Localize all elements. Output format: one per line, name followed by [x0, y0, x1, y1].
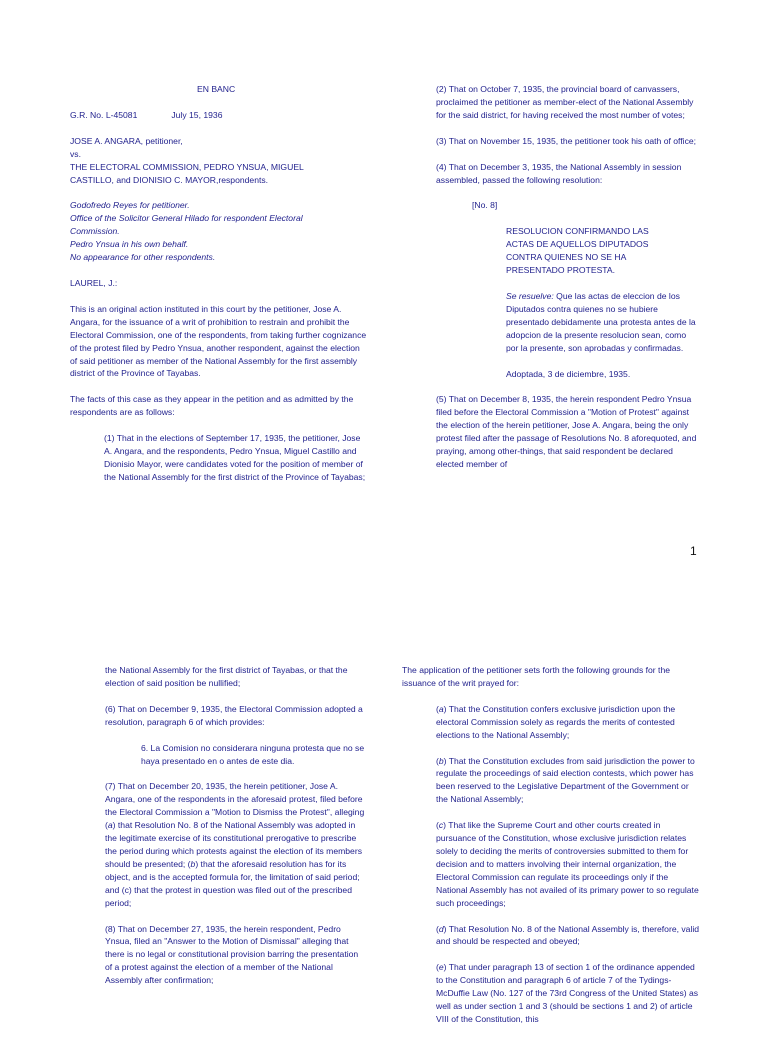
ground-c-text: ) That like the Supreme Court and other courts created in pursuance of the Constitution, whose exclusive jurisdiction relates solely to deciding the merits of controversies submitted to them for decision and to matters involving their internal organization, the Electoral Commission can regulate its proceedings only if the National Assembly has not availed of its primary power to so regulate such proceedings;: [436, 820, 699, 908]
fact-8-paragraph: (8) That on December 27, 1935, the herein respondent, Pedro Ynsua, filed an "Answer to the Motion of Dismissal" alleging that there is no legal or constitutional provision barring the presentation of a protest against the election of a member of the National Assembly after confirmation;: [105, 923, 359, 986]
fact-7-letter-a: a: [107, 820, 113, 831]
ground-b-text: ) That the Constitution excludes from said jurisdiction the power to regulate the proceedings of said election contests, which power has been reserved to the Legislative Department of the Government or the National Assembly;: [436, 755, 695, 805]
ground-e-text: ) That under paragraph 13 of section 1 of the ordinance appended to the Constitution and paragraph 6 of article 7 of the Tydings-McDuffie Law (No. 127 of the 73rd Congress of the United States) as well as under section 1 and 3 (should be sections 1 and 2) of article VIII of the Constitution, this: [436, 962, 699, 1024]
fact-6-paragraph: (6) That on December 9, 1935, the Electoral Commission adopted a resolution, paragraph 6 of which provides:: [105, 703, 363, 727]
case-number-line: [70, 109, 368, 122]
respondents-line-1: THE ELECTORAL COMMISSION, PEDRO YNSUA, MIGUEL: [70, 161, 304, 172]
ponente: LAUREL, J.:: [70, 277, 118, 288]
ground-b-letter: b: [438, 755, 444, 766]
fact-2-paragraph: (2) That on October 7, 1935, the provincial board of canvassers, proclaimed the petitioner as member-elect of the National Assembly for the said district, for having received the most number of votes;: [436, 84, 694, 120]
fact-5-paragraph: (5) That on December 8, 1935, the herein respondent Pedro Ynsua filed before the Electoral Commission a "Motion of Protest" against the election of the herein petitioner, Jose A. Angara, being the only protest filed after the passage of Resolutions No. 8 aforequoted, and praying, among other-things, that said respondent be declared elected member of: [436, 394, 697, 469]
page2-left-column: [105, 664, 367, 1000]
se-resuelve-label: Se resuelve:: [506, 290, 554, 301]
fact-7-paragraph: [105, 780, 367, 909]
fact-7-text-c: ) that Resolution No. 8 of the National Assembly was adopted in the legitimate exercise of its constitutional prerogative to prescribe the period during which protests against the election of its members should be presented; (: [105, 820, 362, 869]
counsel-block: [70, 199, 368, 264]
petitioner-line: JOSE A. ANGARA, petitioner,: [70, 135, 183, 146]
ground-a-text: ) That the Constitution confers exclusive jurisdiction upon the electoral Commission solely as regards the merits of contested elections to the National Assembly;: [436, 703, 676, 740]
ground-e: (e) That under paragraph 13 of section 1 of the ordinance appended to the Constitution and paragraph 6 of article 7 of the Tydings-McDuffie Law (No. 127 of the 73rd Congress of the United States) as well as under section 1 and 3 (should be sections 1 and 2) of article VIII of the Constitution, this: [436, 962, 699, 1024]
intro-paragraph: This is an original action instituted in this court by the petitioner, Jose A. Angara, for the issuance of a writ of prohibition to restrain and prohibit the Electoral Commission, one of the respondents, from taking further cognizance of the protest filed by Pedro Ynsua, another respondent, against the election of said petitioner as member of the National Assembly for the first assembly district of the Province of Tayabas.: [70, 303, 367, 379]
page1-left-column: [70, 83, 368, 497]
fact-1-paragraph: (1) That in the elections of September 17, 1935, the petitioner, Jose A. Angara, and the respondents, Pedro Ynsua, Miguel Castillo and Dionisio Mayor, were candidates voted for the position of member of the National Assembly for the first district of the Province of Tayabas;: [104, 433, 366, 482]
resolution-body: [506, 290, 698, 355]
grounds-intro: The application of the petitioner sets forth the following grounds for the issuance of the writ prayed for:: [402, 665, 671, 688]
resolution-adopted: Adoptada, 3 de diciembre, 1935.: [506, 368, 631, 379]
ground-a: (a) That the Constitution confers exclusive jurisdiction upon the electoral Commission solely as regards the merits of contested elections to the National Assembly;: [436, 703, 676, 740]
ground-d: (d) That Resolution No. 8 of the National Assembly is, therefore, valid and should be respected and obeyed;: [436, 923, 700, 947]
fact-7-text-d: ) that the aforesaid resolution has for its object, and is the accepted formula for, the limitation of said period; and (c) that the protest in question was filed out of the prescribed period;: [105, 858, 360, 908]
ground-d-letter: d: [438, 923, 444, 934]
en-banc-heading: EN BANC: [197, 84, 236, 94]
fact-3-paragraph: (3) That on November 15, 1935, the petitioner took his oath of office;: [436, 135, 697, 146]
paragraph-6-quote: 6. La Comision no considerara ninguna protesta que no se haya presentado en o antes de este dia.: [141, 742, 365, 766]
fact-4-paragraph: (4) That on December 3, 1935, the National Assembly in session assembled, passed the following resolution:: [436, 161, 682, 185]
counsel-line-3: Commission.: [70, 226, 120, 237]
ground-e-letter: e: [438, 962, 444, 973]
fact-7-text-a: (7) That on December 20, 1935, the herein petitioner, Jose A. Angara, one of the respondents in the aforesaid protest, filed before the Electoral Commission a "Motion to Dismiss the Protest", alleging (: [105, 781, 365, 831]
respondents-line-2: CASTILLO, and DIONISIO C. MAYOR,respondents.: [70, 174, 269, 185]
decision-date: July 15, 1936: [171, 109, 223, 120]
page1-right-column: [436, 83, 698, 484]
page-number: 1: [690, 544, 697, 558]
versus-line: vs.: [70, 148, 81, 159]
ground-a-letter: a: [438, 703, 444, 714]
counsel-line-2: Office of the Solicitor General Hilado for respondent Electoral: [70, 213, 303, 224]
fact-5-continuation: the National Assembly for the first district of Tayabas, or that the election of said position be nullified;: [105, 665, 348, 688]
fact-7-letter-b: b: [190, 858, 196, 869]
parties-block: [70, 135, 368, 187]
gr-number: G.R. No. L-45081: [70, 109, 138, 120]
counsel-line-4: Pedro Ynsua in his own behalf.: [70, 239, 189, 250]
resolution-title: RESOLUCION CONFIRMANDO LAS ACTAS DE AQUELLOS DIPUTADOS CONTRA QUIENES NO SE HA PRESENTADO PROTESTA.: [506, 226, 649, 276]
counsel-line-1: Godofredo Reyes for petitioner.: [70, 200, 190, 211]
resolution-number: [No. 8]: [472, 200, 498, 211]
resolution-text: Que las actas de eleccion de los Diputados contra quienes no se hubiere presentado debidamente una protesta antes de la adopcion de la presente resolucion sean, como por la presente, son aprobadas y confirmadas.: [506, 290, 696, 353]
facts-paragraph: The facts of this case as they appear in the petition and as admitted by the respondents are as follows:: [70, 394, 354, 418]
ground-c-letter: c: [438, 820, 444, 831]
ground-c: (c) That like the Supreme Court and other courts created in pursuance of the Constitution, whose exclusive jurisdiction relates solely to deciding the merits of controversies submitted to them for decision and to matters involving their internal organization, the Electoral Commission can regulate its proceedings only if the National Assembly has not availed of its primary power to so regulate such proceedings;: [436, 820, 699, 908]
counsel-line-5: No appearance for other respondents.: [70, 252, 216, 263]
ground-b: (b) That the Constitution excludes from said jurisdiction the power to regulate the proceedings of said election contests, which power has been reserved to the Legislative Department of the Government or the National Assembly;: [436, 755, 695, 805]
page2-right-column: [402, 664, 700, 1039]
ground-d-text: ) That Resolution No. 8 of the National Assembly is, therefore, valid and should be respected and obeyed;: [436, 923, 700, 947]
